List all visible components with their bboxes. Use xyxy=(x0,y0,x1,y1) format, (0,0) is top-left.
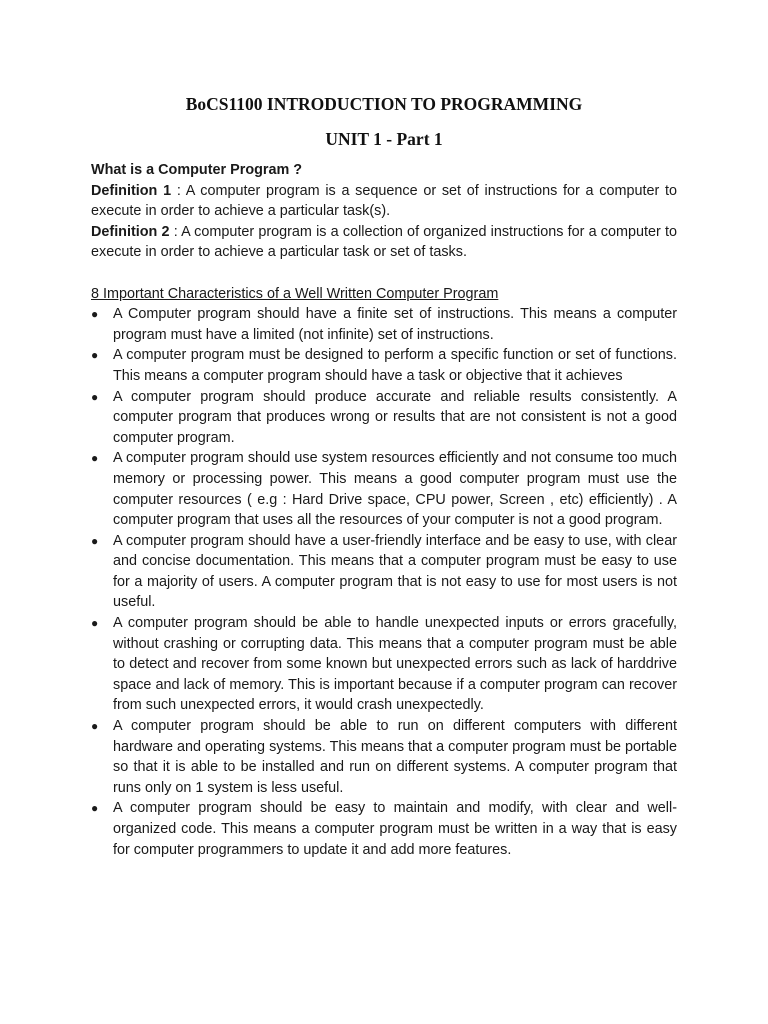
bullet-icon: ● xyxy=(91,307,99,322)
definition-2-text: : A computer program is a collection of organized instructions for a computer to execute in order to achieve a particular task or set of tasks. xyxy=(91,223,677,261)
list-item xyxy=(91,345,677,386)
question-heading: What is a Computer Program ? xyxy=(91,162,303,178)
bullet-icon: ● xyxy=(91,348,99,363)
list-item xyxy=(91,531,677,613)
list-item xyxy=(91,716,677,798)
list-item-text: A computer program should be easy to maintain and modify, with clear and well-organized code. This means a computer program must be written in a way that is easy for computer programmers to update it and add more features. xyxy=(113,800,677,858)
definition-2 xyxy=(91,222,677,263)
bullet-icon: ● xyxy=(91,719,99,734)
bullet-icon: ● xyxy=(91,389,99,404)
list-item-text: A Computer program should have a finite set of instructions. This means a computer program must have a limited (not infinite) set of instructions. xyxy=(113,306,677,343)
bullet-icon: ● xyxy=(91,451,99,466)
list-item-text: A computer program must be designed to perform a specific function or set of functions. This means a computer program should have a task or objective that it achieves xyxy=(113,347,677,384)
definition-1-label: Definition 1 xyxy=(91,182,172,199)
characteristics-heading: 8 Important Characteristics of a Well Written Computer Program xyxy=(91,285,499,302)
definition-1-text: : A computer program is a sequence or set of instructions for a computer to execute in order to achieve a particular task(s). xyxy=(91,182,678,220)
spacer xyxy=(91,263,677,284)
list-item xyxy=(91,304,677,345)
bullet-icon: ● xyxy=(91,801,99,816)
list-item-text: A computer program should be able to handle unexpected inputs or errors gracefully, without crashing or corrupting data. This means that a computer program must be able to detect and recover from some known but unexpected errors such as lack of harddrive space and lack of memory. This is important because if a computer program can recover from such unexpected errors, it would crash unexpectedly. xyxy=(113,615,677,714)
list-item-text: A computer program should have a user-friendly interface and be easy to use, with clear and concise documentation. This means that a computer program must be easy to use for a majority of users. A computer program that is not easy to use for most users is not useful. xyxy=(113,532,677,611)
list-item xyxy=(91,387,677,449)
bullet-icon: ● xyxy=(91,616,99,631)
bullet-icon: ● xyxy=(91,533,99,548)
list-item-text: A computer program should use system resources efficiently and not consume too much memory or processing power. This means a good computer program must use the computer resources ( e.g : Hard Drive space, CPU power, Screen , etc) efficiently) . A computer program that uses all the resources of your computer is not a good program. xyxy=(113,450,677,529)
definition-2-label: Definition 2 xyxy=(91,223,170,240)
list-item xyxy=(91,613,677,716)
course-title: BoCS1100 INTRODUCTION TO PROGRAMMING xyxy=(185,94,583,114)
list-item xyxy=(91,448,677,530)
list-item xyxy=(91,798,677,860)
list-item-text: A computer program should produce accurate and reliable results consistently. A computer program that produces wrong or results that are not consistent is not a good computer program. xyxy=(113,388,677,446)
definition-1 xyxy=(91,181,677,222)
unit-title: UNIT 1 - Part 1 xyxy=(325,129,443,149)
document-body xyxy=(91,160,677,860)
characteristics-list xyxy=(91,304,677,860)
list-item-text: A computer program should be able to run on different computers with different hardware and operating systems. This means that a computer program must be portable so that it is able to be installed and run on different systems. A computer program that runs only on 1 system is less useful. xyxy=(113,718,677,796)
